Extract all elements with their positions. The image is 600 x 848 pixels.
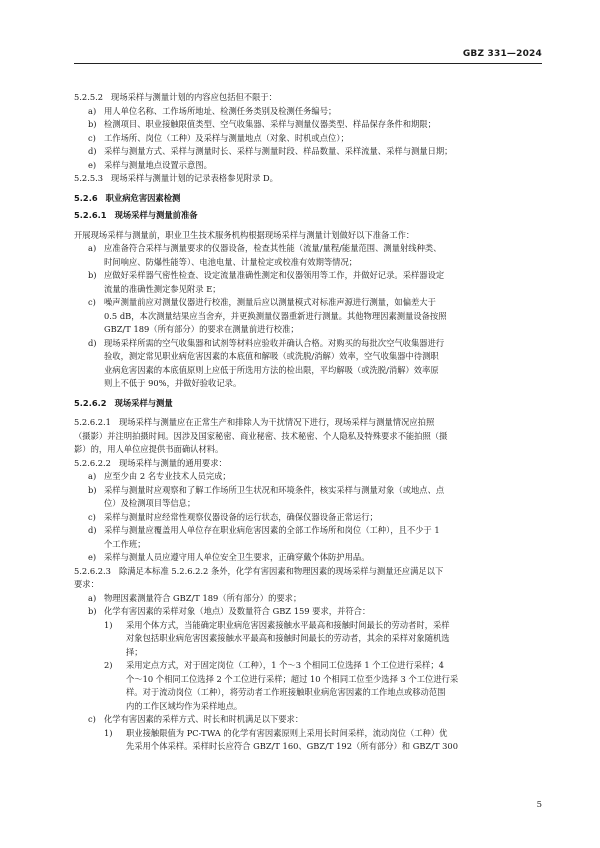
- list-text-line: 择；: [126, 646, 143, 657]
- list-text-line: 采用个体方式，当能确定职业病危害因素接触水平最高和接触时间最长的劳动者时，采样: [126, 619, 450, 630]
- list-marker: 2): [104, 660, 113, 670]
- list-marker: 1): [104, 619, 113, 630]
- list-text-line: 业病危害因素的本底值原则上应低于所选用方法的检出限，平均解吸（或洗脱/消解）效率原: [104, 364, 439, 375]
- section-heading-5-2-6: [74, 192, 542, 206]
- clause-text: 现场采样与测量计划的内容应包括但不限于：: [111, 92, 277, 102]
- list-text-line: 时间响应、防爆性能等）、电池电量、计量检定或校准有效期等情况；: [104, 256, 358, 267]
- list-marker: a): [88, 471, 97, 481]
- list-text-line: 内的工作区域均作为采样地点。: [126, 700, 243, 711]
- list-marker: c): [88, 714, 96, 724]
- list-item: [74, 511, 542, 525]
- clause-text-line: 要求：: [74, 579, 99, 589]
- list-text-line: 应做好采样器气密性检查、设定流量准确性测定和仪器领用等工作，并做好记录。采样器设定: [104, 270, 445, 280]
- list-item: [74, 159, 542, 173]
- list-marker: b): [88, 119, 97, 129]
- list-marker: e): [88, 552, 97, 562]
- list-text-line: 先采用个体采样。采样时长应符合 GBZ/T 160、GBZ/T 192（所有部分）和 GBZ/T 300: [126, 741, 458, 751]
- sub-list-item: [74, 659, 542, 713]
- clause-text-line: （摄影）并注明拍摄时间。因涉及国家秘密、商业秘密、技术秘密、个人隐私及特殊要求不能拍照（摄: [74, 430, 448, 441]
- list-text-line: 验收，测定常见职业病危害因素的本底值和解吸（或洗脱/消解）效率，空气收集器中待测职: [104, 351, 439, 361]
- clause-text-line: 现场采样与测量应在正常生产和排除人为干扰情况下进行，现场采样与测量情况应拍照: [118, 417, 435, 427]
- list-marker: c): [88, 511, 96, 522]
- standard-code: GBZ 331—2024: [462, 49, 542, 59]
- list-item: [74, 713, 542, 727]
- list-item: [74, 296, 542, 337]
- list-marker: a): [88, 592, 97, 603]
- clause-text-line: 影）的，用人单位应提供书面确认材料。: [74, 444, 224, 454]
- list-text-line: 对象包括职业病危害因素接触水平最高和接触时间最长的劳动者，其余的采样对象随机选: [126, 633, 450, 643]
- list-text-line: 应准备符合采样与测量要求的仪器设备，检查其性能（流量/量程/能量范围、测量射线种类、: [104, 243, 442, 253]
- list-text: 采样与测量地点设置示意图。: [104, 159, 212, 170]
- clause-number: 5.2.5.2: [74, 92, 104, 102]
- clause-5-2-5-3: [74, 172, 542, 186]
- list-text: 检测项目、职业接触限值类型、空气收集器、采样与测量仪器类型、样品保存条件和期限；: [104, 119, 436, 129]
- section-number: 5.2.6.1: [74, 210, 107, 220]
- list-item: [74, 551, 542, 565]
- clause-5-2-6-2-1: [74, 416, 542, 457]
- list-text-line: 噪声测量前应对测量仪器进行校准，测量后应以测量模式对标准声源进行测量，如偏差大于: [104, 297, 436, 307]
- clause-text: 现场采样与测量的通用要求：: [118, 457, 227, 468]
- list-item: [74, 132, 542, 146]
- list-marker: e): [88, 159, 97, 170]
- header-rule: [74, 63, 542, 64]
- list-text: 用人单位名称、工作场所地址、检测任务类别及检测任务编号；: [104, 105, 337, 116]
- list-marker: d): [88, 337, 97, 348]
- paragraph: 开展现场采样与测量前，职业卫生技术服务机构根据现场采样与测量计划做好以下准备工作：: [74, 229, 415, 240]
- list-marker: d): [88, 525, 97, 535]
- list-text-line: 采样与测量时应观察和了解工作场所卫生状况和环境条件，核实采样与测量对象（或地点、点: [104, 484, 445, 495]
- list-text-line: 职业接触限值为 PC-TWA 的化学有害因素原则上采用长时间采样，流动岗位（工种）优: [126, 727, 448, 738]
- list-marker: a): [88, 243, 97, 253]
- list-text-line: 0.5 dB，本次测量结果应当舍弃，并更换测量仪器重新进行测量。其他物理因素测量设备按照: [104, 310, 447, 321]
- list-text-line: 现场采样所需的空气收集器和试剂等材料应验收并确认合格。对购买的每批次空气收集器进行: [104, 337, 445, 348]
- clause-5-2-6-2-2: [74, 457, 542, 471]
- section-title: 现场采样与测量: [114, 397, 173, 408]
- list-marker: b): [88, 270, 97, 280]
- list-marker: b): [88, 606, 97, 616]
- list-text-line: 样。对于流动岗位（工种），将劳动者工作班接触职业病危害因素的工作地点或移动范围: [126, 687, 446, 697]
- clause-number: 5.2.6.2.3: [74, 565, 111, 576]
- clause-text-line: 除满足本标准 5.2.6.2.2 条外，化学有害因素和物理因素的现场采样与测量还应满足以下: [118, 565, 444, 576]
- list-text-line: GBZ/T 189（所有部分）的要求在测量前进行校准；: [104, 324, 299, 334]
- section-number: 5.2.6: [74, 192, 98, 203]
- clause-number: 5.2.6.2.2: [74, 457, 111, 468]
- sub-list-item: [74, 727, 542, 754]
- section-heading-5-2-6-2: [74, 397, 542, 411]
- list-text-line: 位）及检测项目等信息；: [104, 498, 196, 508]
- list-marker: b): [88, 484, 97, 495]
- list-item: [74, 118, 542, 132]
- list-text: 采样与测量方式、采样与测量时长、采样与测量时段、样品数量、采样流量、采样与测量日期；: [104, 146, 453, 156]
- list-text-line: 采样与测量人员应遵守用人单位安全卫生要求，正确穿戴个体防护用品。: [104, 552, 370, 562]
- clause-number: 5.2.6.2.1: [74, 417, 111, 427]
- list-text: 工作场所、岗位（工种）及采样与测量地点（对象、时机或点位）；: [104, 132, 349, 143]
- section-title: 现场采样与测量前准备: [114, 210, 198, 220]
- list-text-line: 流量的准确性测定参见附录 E；: [104, 283, 221, 294]
- list-marker: c): [88, 297, 96, 307]
- list-text-line: 应至少由 2 名专业技术人员完成；: [104, 471, 231, 481]
- list-marker: c): [88, 132, 96, 143]
- list-text-line: 采样与测量应覆盖用人单位存在职业病危害因素的全部工作场所和岗位（工种），且不少于 1: [104, 525, 440, 535]
- list-marker: d): [88, 146, 97, 156]
- list-text-line: 采样与测量时应经常性观察仪器设备的运行状态，确保仪器设备正常运行；: [104, 511, 378, 522]
- document-body: [74, 91, 542, 754]
- page-number: 5: [536, 800, 542, 810]
- list-text-line: 个工作班；: [104, 538, 146, 549]
- list-text: 化学有害因素的采样方式、时长和时机满足以下要求：: [104, 714, 304, 724]
- list-marker: 1): [104, 727, 113, 738]
- list-marker: a): [88, 105, 97, 116]
- list-item: [74, 524, 542, 551]
- list-text: 物理因素测量符合 GBZ/T 189（所有部分）的要求；: [104, 592, 302, 603]
- sub-list-item: [74, 619, 542, 660]
- list-item: [74, 605, 542, 619]
- list-item: [74, 592, 542, 606]
- list-text: 化学有害因素的采样对象（地点）及数量符合 GBZ 159 要求，并符合：: [104, 606, 371, 616]
- section-number: 5.2.6.2: [74, 397, 107, 408]
- list-item: [74, 470, 542, 484]
- clause-number: 5.2.5.3: [74, 173, 104, 183]
- clause-text: 现场采样与测量计划的记录表格参见附录 D。: [111, 173, 278, 183]
- section-title: 职业病危害因素检测: [105, 192, 181, 203]
- list-item: [74, 105, 542, 119]
- list-text-line: 则上不低于 90%，并做好验收记录。: [104, 378, 242, 388]
- list-item: [74, 337, 542, 391]
- list-item: [74, 242, 542, 269]
- clause-5-2-6-2-3: [74, 565, 542, 592]
- clause-5-2-5-2: [74, 91, 542, 105]
- section-heading-5-2-6-1: [74, 209, 542, 223]
- list-text-line: 采用定点方式，对于固定岗位（工种），1 个～3 个相同工位选择 1 个工位进行采样；4: [126, 660, 444, 670]
- list-item: [74, 269, 542, 296]
- list-item: [74, 484, 542, 511]
- list-item: [74, 145, 542, 159]
- list-text-line: 个～10 个相同工位选择 2 个工位进行采样；超过 10 个相同工位至少选择 3 个工位进行采: [126, 673, 459, 684]
